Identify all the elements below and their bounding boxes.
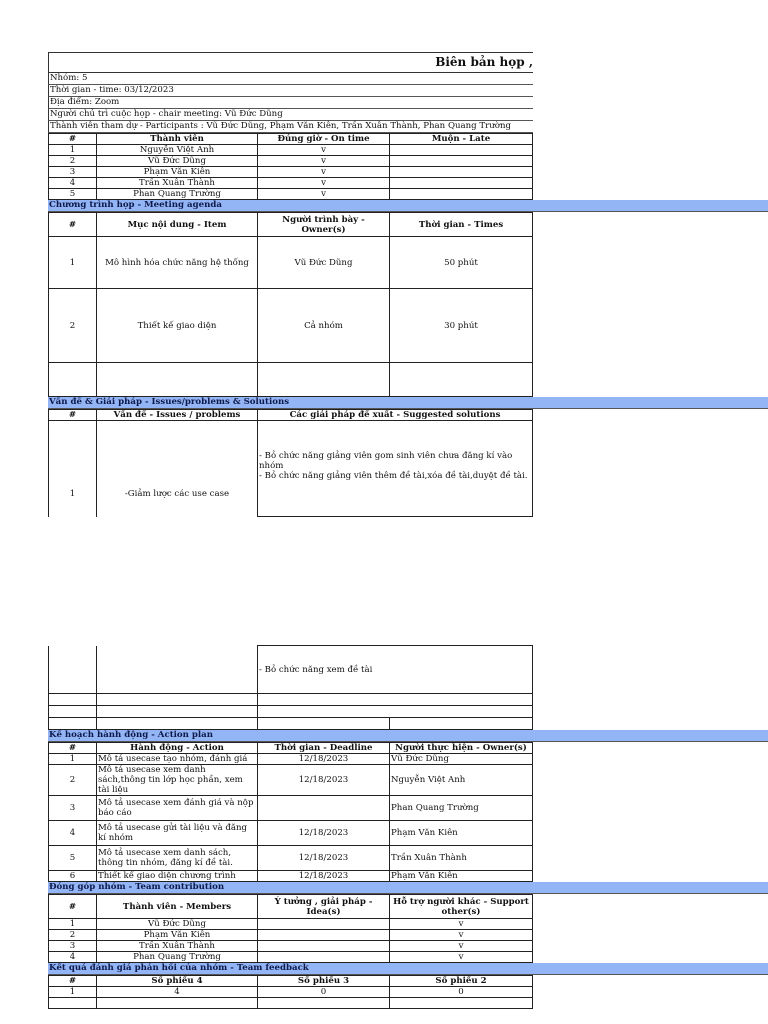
- table-row: [49, 765, 533, 796]
- cell: 4: [49, 178, 97, 189]
- cell: [97, 363, 258, 397]
- section-agenda: Chương trình họp - Meeting agenda: [48, 200, 768, 212]
- cell: [390, 998, 533, 1009]
- cell: [390, 167, 533, 178]
- table-row: [49, 363, 533, 397]
- cell: [49, 646, 97, 694]
- table-row: [49, 987, 533, 998]
- feedback-header-vote4: Số phiếu 4: [97, 976, 258, 987]
- attendance-header-ontime: Đúng giờ - On time: [258, 134, 390, 145]
- cell: 4: [49, 952, 97, 963]
- attendance-header-member: Thành viên: [97, 134, 258, 145]
- cell: Phạm Văn Kiên: [97, 167, 258, 178]
- action-header-owner: Người thực hiện - Owner(s): [390, 743, 533, 754]
- cell: v: [390, 952, 533, 963]
- contribution-header-support: Hỗ trợ người khác - Support other(s): [390, 895, 533, 919]
- feedback-header-num: #: [49, 976, 97, 987]
- cell: 2: [49, 930, 97, 941]
- table-row: [49, 754, 533, 765]
- action-header-num: #: [49, 743, 97, 754]
- table-row: [49, 930, 533, 941]
- cell: 1: [49, 145, 97, 156]
- section-team-contribution: Đóng góp nhóm - Team contribution: [48, 882, 768, 894]
- solution-cell: [258, 421, 533, 517]
- cell: 50 phút: [390, 237, 533, 289]
- cell: 2: [49, 156, 97, 167]
- issues-header-solution: Các giải pháp đề xuất - Suggested solutions: [258, 410, 533, 421]
- cell: [97, 998, 258, 1009]
- agenda-header-owner: Người trình bày - Owner(s): [258, 213, 390, 237]
- cell: [49, 363, 97, 397]
- cell: 1: [49, 237, 97, 289]
- cell: 12/18/2023: [258, 871, 390, 882]
- cell: [390, 156, 533, 167]
- cell: Nguyễn Việt Anh: [97, 145, 258, 156]
- meeting-minutes-sheet-2: [48, 645, 768, 1009]
- cell: [390, 178, 533, 189]
- cell: [390, 363, 533, 397]
- issues-header-num: #: [49, 410, 97, 421]
- cell: [258, 796, 390, 821]
- cell: [49, 998, 97, 1009]
- cell: Mô tả usecase xem danh sách,thông tin lớp học phần, xem tài liệu: [97, 765, 258, 796]
- cell: v: [258, 178, 390, 189]
- cell: Phạm Văn Kiên: [97, 930, 258, 941]
- cell: [49, 694, 97, 706]
- cell: [390, 189, 533, 200]
- table-row: [49, 145, 533, 156]
- cell: Mô tả usecase xem đánh giá và nộp báo cáo: [97, 796, 258, 821]
- cell: 0: [258, 987, 390, 998]
- cell: 5: [49, 189, 97, 200]
- action-plan-table: [48, 742, 533, 882]
- cell: [97, 706, 258, 718]
- cell: Trần Xuân Thành: [97, 941, 258, 952]
- cell: [258, 930, 390, 941]
- cell: Mô tả usecase xem danh sách, thông tin nhóm, đăng kí đề tài.: [97, 846, 258, 871]
- solution-line: - Bỏ chức năng giảng viên gom sinh viên chưa đăng kí vào nhóm: [259, 451, 513, 471]
- contribution-header-num: #: [49, 895, 97, 919]
- cell: 0: [390, 987, 533, 998]
- cell: Phan Quang Trường: [97, 189, 258, 200]
- solution-line: - Bỏ chức năng giảng viên thêm đề tài,xóa đề tài,duyệt đề tài.: [259, 471, 528, 481]
- cell: v: [258, 189, 390, 200]
- cell: 12/18/2023: [258, 765, 390, 796]
- cell: [49, 706, 97, 718]
- table-row: [49, 941, 533, 952]
- issues-header-issue: Vấn đề - Issues / problems: [97, 410, 258, 421]
- feedback-header-vote3: Số phiếu 3: [258, 976, 390, 987]
- cell: 30 phút: [390, 289, 533, 363]
- table-row: [49, 952, 533, 963]
- cell: v: [258, 167, 390, 178]
- cell: v: [390, 930, 533, 941]
- action-header-deadline: Thời gian - Deadline: [258, 743, 390, 754]
- cell: - Bỏ chức năng xem đề tài: [258, 646, 533, 694]
- cell: [258, 941, 390, 952]
- cell: 3: [49, 796, 97, 821]
- agenda-header-item: Mục nội dung - Item: [97, 213, 258, 237]
- cell: 4: [97, 987, 258, 998]
- agenda-header-num: #: [49, 213, 97, 237]
- cell: 4: [49, 821, 97, 846]
- feedback-table: [48, 975, 533, 1009]
- table-row: [49, 871, 533, 882]
- contribution-header-idea: Ý tưởng , giải pháp - Idea(s): [258, 895, 390, 919]
- cell: Phạm Văn Kiên: [390, 871, 533, 882]
- table-row: [49, 421, 533, 517]
- table-row: [49, 706, 533, 718]
- table-row: [49, 189, 533, 200]
- page-title: Biên bản họp ,: [435, 55, 533, 69]
- cell: Phan Quang Trường: [390, 796, 533, 821]
- cell: [258, 363, 390, 397]
- cell: [390, 718, 533, 730]
- section-team-feedback: Kết quả đánh giá phản hồi của nhóm - Team feedback: [48, 963, 768, 975]
- cell: Trần Xuân Thành: [97, 178, 258, 189]
- attendance-table: [48, 133, 533, 200]
- cell: Trần Xuân Thành: [390, 846, 533, 871]
- contribution-header-member: Thành viên - Members: [97, 895, 258, 919]
- cell: Vũ Đức Dũng: [97, 919, 258, 930]
- cell: Nguyễn Việt Anh: [390, 765, 533, 796]
- cell: [258, 694, 533, 706]
- cell: v: [258, 145, 390, 156]
- cell: [258, 706, 533, 718]
- agenda-header-time: Thời gian - Times: [390, 213, 533, 237]
- cell: 2: [49, 765, 97, 796]
- table-row: [49, 167, 533, 178]
- cell: Thiết kế giao diện: [97, 289, 258, 363]
- cell: 3: [49, 941, 97, 952]
- cell: 5: [49, 846, 97, 871]
- cell: 1: [49, 987, 97, 998]
- title-bar: [48, 52, 533, 73]
- cell: 1: [49, 421, 97, 517]
- table-row: [49, 156, 533, 167]
- cell: 3: [49, 167, 97, 178]
- cell: [258, 718, 390, 730]
- table-row: [49, 718, 533, 730]
- cell: 1: [49, 754, 97, 765]
- group-info: Nhóm: 5: [48, 73, 533, 85]
- cell: 12/18/2023: [258, 821, 390, 846]
- cell: [258, 919, 390, 930]
- cell: 12/18/2023: [258, 846, 390, 871]
- cell: [258, 952, 390, 963]
- table-row: [49, 289, 533, 363]
- time-info: Thời gian - time: 03/12/2023: [48, 85, 533, 97]
- cell: v: [258, 156, 390, 167]
- cell: Mô tả usecase gửi tài liệu và đăng kí nhóm: [97, 821, 258, 846]
- table-row: [49, 846, 533, 871]
- table-row: [49, 796, 533, 821]
- attendance-header-num: #: [49, 134, 97, 145]
- cell: Phan Quang Trường: [97, 952, 258, 963]
- cell: v: [390, 941, 533, 952]
- cell: [258, 998, 390, 1009]
- cell: Vũ Đức Dũng: [390, 754, 533, 765]
- table-row: [49, 919, 533, 930]
- table-row: [49, 178, 533, 189]
- issues-table: [48, 409, 533, 517]
- cell: [97, 694, 258, 706]
- cell: Vũ Đức Dũng: [258, 237, 390, 289]
- chair-info: Người chủ trì cuộc họp - chair meeting: Vũ Đức Dũng: [48, 109, 533, 121]
- cell: Thiết kế giao diện chương trình: [97, 871, 258, 882]
- table-row: [49, 821, 533, 846]
- cell: v: [390, 919, 533, 930]
- contribution-table: [48, 894, 533, 963]
- cell: -Giảm lược các use case: [97, 421, 258, 517]
- table-row: [49, 998, 533, 1009]
- cell: Mô hình hóa chức năng hệ thống: [97, 237, 258, 289]
- cell: 2: [49, 289, 97, 363]
- action-header-action: Hành động - Action: [97, 743, 258, 754]
- cell: [49, 718, 97, 730]
- cell: Cả nhóm: [258, 289, 390, 363]
- section-action-plan: Kế hoạch hành động - Action plan: [48, 730, 768, 742]
- cell: [390, 145, 533, 156]
- feedback-header-vote2: Số phiếu 2: [390, 976, 533, 987]
- cell: [97, 646, 258, 694]
- cell: 1: [49, 919, 97, 930]
- participants-info: Thành viên tham dự - Participants : Vũ Đức Dũng, Phạm Văn Kiên, Trần Xuân Thành, Phan Quang Trường: [48, 121, 533, 133]
- cell: 12/18/2023: [258, 754, 390, 765]
- meeting-minutes-sheet-1: [48, 52, 768, 517]
- cell: Vũ Đức Dũng: [97, 156, 258, 167]
- cell: [97, 718, 258, 730]
- table-row: [49, 646, 533, 694]
- issues-table-continued: [48, 645, 533, 730]
- section-issues: Vấn đề & Giải pháp - Issues/problems & Solutions: [48, 397, 768, 409]
- attendance-header-late: Muộn - Late: [390, 134, 533, 145]
- table-row: [49, 694, 533, 706]
- table-row: [49, 237, 533, 289]
- cell: 6: [49, 871, 97, 882]
- agenda-table: [48, 212, 533, 397]
- cell: Phạm Văn Kiên: [390, 821, 533, 846]
- cell: Mô tả usecase tạo nhóm, đánh giá: [97, 754, 258, 765]
- location-info: Địa điểm: Zoom: [48, 97, 533, 109]
